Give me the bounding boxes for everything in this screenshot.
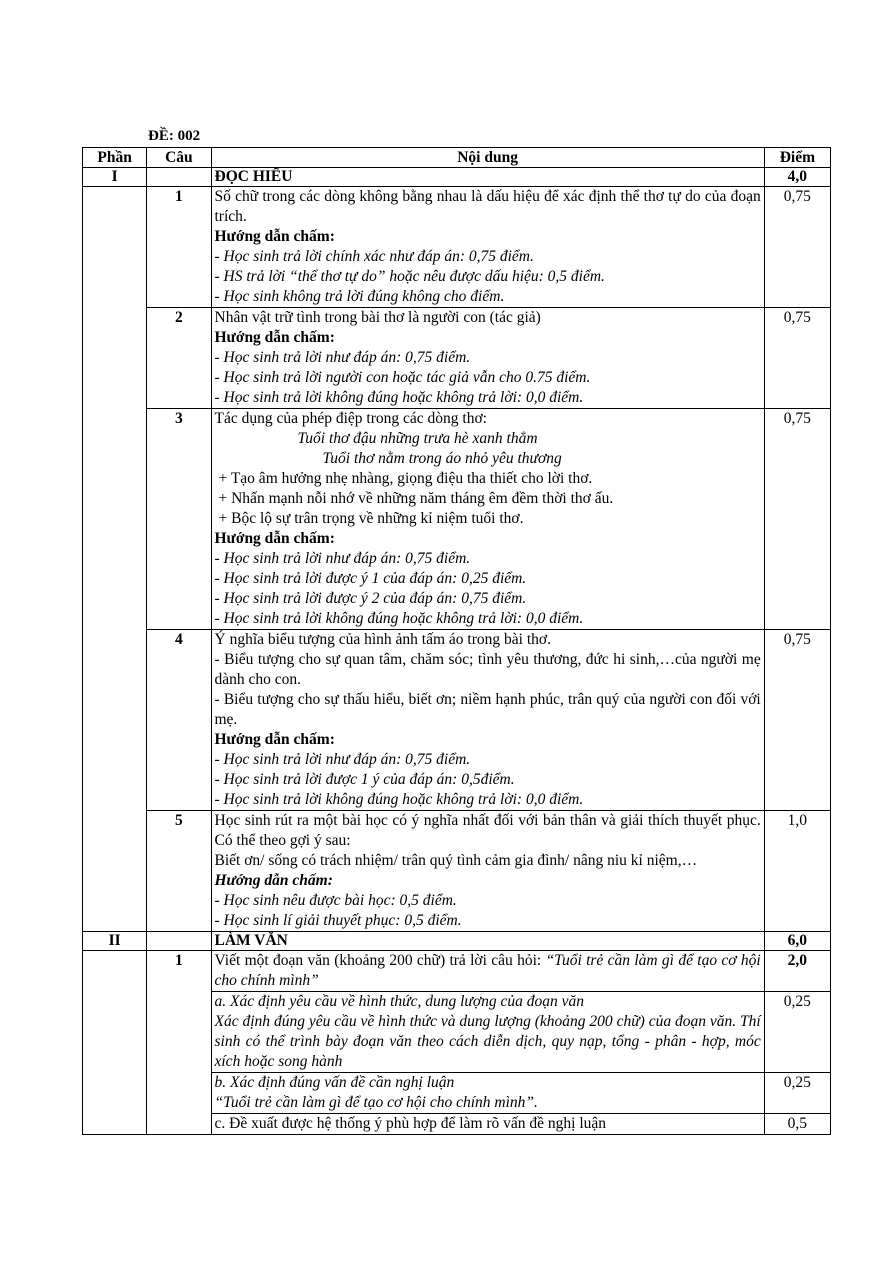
question-row-3 [83, 409, 831, 630]
header-phan: Phần [83, 148, 147, 168]
criterion-content: c. Đề xuất được hệ thống ý phù hợp để làm rõ vấn đề nghị luận [211, 1114, 764, 1135]
section-row-lam-van [83, 932, 831, 951]
section-phan: I [83, 168, 147, 187]
table-header-row [83, 148, 831, 168]
question-score: 0,75 [764, 187, 830, 308]
question-number: 3 [147, 409, 211, 630]
header-diem: Điểm [764, 148, 830, 168]
question-number: 1 [147, 951, 211, 1135]
question-number: 4 [147, 630, 211, 811]
section-score: 6,0 [764, 932, 830, 951]
answer-table [82, 147, 831, 1135]
header-noi-dung: Nội dung [211, 148, 764, 168]
section-phan: II [83, 932, 147, 951]
question-score: 0,75 [764, 409, 830, 630]
question-number: 5 [147, 811, 211, 932]
question-content: Ý nghĩa biểu tượng của hình ảnh tấm áo trong bài thơ. - Biểu tượng cho sự quan tâm, chăm sóc; tình yêu thương, đức hi sinh,…của người mẹ dành cho con. - Biểu tượng cho sự thấu hiểu, biết ơn; niềm hạnh phúc, trân quý của người con đối với mẹ. Hướng dẫn chấm: - Học sinh trả lời như đáp án: 0,75 điểm. - Học sinh trả lời được 1 ý của đáp án: 0,5điểm. - Học sinh trả lời không đúng hoặc không trả lời: 0,0 điểm. [211, 630, 764, 811]
question-score: 0,75 [764, 630, 830, 811]
section-title: LÀM VĂN [211, 932, 764, 951]
question-content: Tác dụng của phép điệp trong các dòng thơ: Tuổi thơ đậu những trưa hè xanh thẳm Tuổi thơ nằm trong áo nhỏ yêu thương + Tạo âm hưởng nhẹ nhàng, giọng điệu tha thiết cho lời thơ. + Nhấn mạnh nỗi nhớ về những năm tháng êm đềm thời thơ ấu. + Bộc lộ sự trân trọng về những kỉ niệm tuổi thơ. Hướng dẫn chấm: - Học sinh trả lời như đáp án: 0,75 điểm. - Học sinh trả lời được ý 1 của đáp án: 0,25 điểm. - Học sinh trả lời được ý 2 của đáp án: 0,75 điểm. - Học sinh trả lời không đúng hoặc không trả lời: 0,0 điểm. [211, 409, 764, 630]
question-content: Số chữ trong các dòng không bằng nhau là dấu hiệu để xác định thể thơ tự do của đoạn trích. Hướng dẫn chấm: - Học sinh trả lời chính xác như đáp án: 0,75 điểm. - HS trả lời “thể thơ tự do” hoặc nêu được dấu hiệu: 0,5 điểm. - Học sinh không trả lời đúng không cho điểm. [211, 187, 764, 308]
criterion-content: b. Xác định đúng vấn đề cần nghị luận “Tuổi trẻ cần làm gì để tạo cơ hội cho chính mình”. [211, 1073, 764, 1114]
poem-line: Tuổi thơ đậu những trưa hè xanh thẳm [297, 430, 538, 447]
question-row-2 [83, 308, 831, 409]
criterion-score: 0,5 [764, 1114, 830, 1135]
question-row-4 [83, 630, 831, 811]
question-content: Nhân vật trữ tình trong bài thơ là người con (tác giả) Hướng dẫn chấm: - Học sinh trả lời như đáp án: 0,75 điểm. - Học sinh trả lời người con hoặc tác giả vẫn cho 0.75 điểm. - Học sinh trả lời không đúng hoặc không trả lời: 0,0 điểm. [211, 308, 764, 409]
exam-code: ĐỀ: 002 [148, 128, 201, 144]
criterion-content: a. Xác định yêu cầu về hình thức, dung lượng của đoạn văn Xác định đúng yêu cầu về hình thức và dung lượng (khoảng 200 chữ) của đoạn văn. Thí sinh có thể trình bày đoạn văn theo cách diễn dịch, quy nạp, tổng - phân - hợp, móc xích hoặc song hành [211, 992, 764, 1073]
section-row-doc-hieu [83, 168, 831, 187]
writing-row-1 [83, 951, 831, 992]
header-cau: Câu [147, 148, 211, 168]
question-number: 2 [147, 308, 211, 409]
writing-prompt: Viết một đoạn văn (khoảng 200 chữ) trả lời câu hỏi: “Tuổi trẻ cần làm gì để tạo cơ hội cho chính mình” [211, 951, 764, 992]
question-row-5 [83, 811, 831, 932]
poem-line: Tuổi thơ nằm trong áo nhỏ yêu thương [322, 450, 562, 467]
question-score: 2,0 [764, 951, 830, 992]
question-score: 0,75 [764, 308, 830, 409]
section-title: ĐỌC HIỂU [211, 168, 764, 187]
question-score: 1,0 [764, 811, 830, 932]
criterion-score: 0,25 [764, 992, 830, 1073]
question-number: 1 [147, 187, 211, 308]
criterion-score: 0,25 [764, 1073, 830, 1114]
question-row-1 [83, 187, 831, 308]
question-content: Học sinh rút ra một bài học có ý nghĩa nhất đối với bản thân và giải thích thuyết phục. Có thể theo gợi ý sau: Biết ơn/ sống có trách nhiệm/ trân quý tình cảm gia đình/ nâng niu kỉ niệm,… Hướng dẫn chấm: - Học sinh nêu được bài học: 0,5 điểm. - Học sinh lí giải thuyết phục: 0,5 điểm. [211, 811, 764, 932]
section-score: 4,0 [764, 168, 830, 187]
